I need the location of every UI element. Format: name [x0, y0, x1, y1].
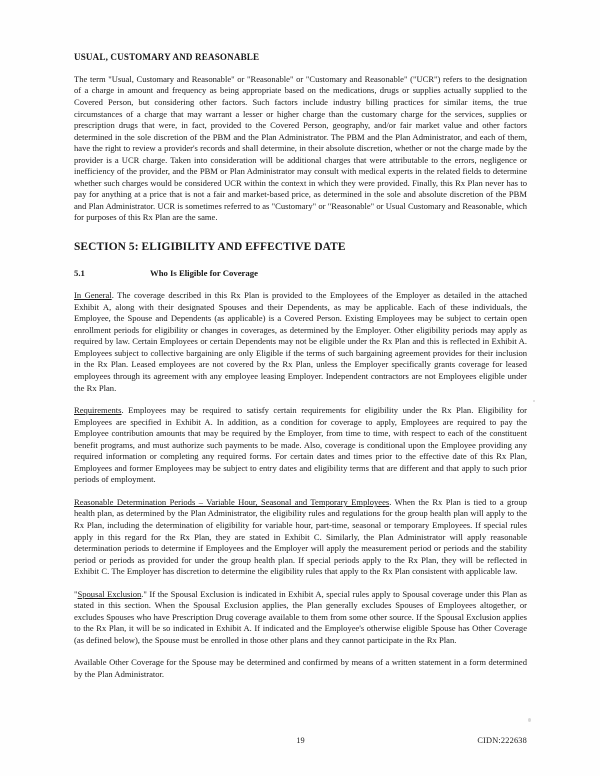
- paragraph-lead-in-general: In General: [74, 290, 112, 301]
- paragraph-lead-determination-periods: Reasonable Determination Periods – Variable Hour, Seasonal and Temporary Employees: [74, 496, 390, 507]
- paragraph-text-determination-periods: . When the Rx Plan is tied to a group health plan, as determined by the Plan Administrator, the eligibility rules and regulations for the group health plan will apply to the Rx Plan, including the determination of eligibility for variable hour, part-time, seasonal or temporary Employees. If special rules apply in this regard for the Rx Plan, they are stated in Exhibit C. Similarly, the Plan Administrator will apply reasonable determination periods to determine if Employees and the Employer will apply the measurement period or periods and the stability period or periods as provided for under the group health plan. If special periods apply to the Rx Plan, they will be reflected in Exhibit C. The Employer has discretion to determine the eligibility rules that apply to the Rx Plan consistent with applicable law.: [74, 496, 527, 577]
- paragraph-requirements: [74, 405, 527, 486]
- ucr-definition-paragraph: The term "Usual, Customary and Reasonable" or "Reasonable" or "Customary and Reasonable" ("UCR") refers to the designation of a charge in amount and frequency as being appropriate based on the medications, drugs or supplies actually supplied to the Covered Person, but considering other factors. Such factors include industry billing practices for similar items, the true circumstances of a charge that may warrant a lesser or higher charge than the customary charge for the services, supplies or prescription drugs that were, in fact, provided to the Covered Person, geography, and/or fair market value and other factors determined in the sole discretion of the PBM and the Plan Administrator. The PBM and the Plan Administrator, and each of them, have the right to review a provider's records and shall determine, in their absolute discretion, whether or not the charge made by the provider is a UCR charge. Taken into consideration will be additional charges that were attributable to the errors, negligence or inefficiency of the provider, and the PBM or Plan Administrator may consult with medical experts in the related fields to determine whether such charges would be considered UCR within the context in which they were provided. Finally, this Rx Plan never has to pay for anything at a price that is not a fair and market-based price, as determined in the sole and absolute discretion of the PBM and Plan Administrator. UCR is sometimes referred to as "Customary" or "Reasonable" or Usual Customary and Reasonable, which for purposes of this Rx Plan are the same.: [74, 73, 527, 223]
- paragraph-spousal-exclusion: [74, 589, 527, 647]
- paragraph-available-other-coverage: Available Other Coverage for the Spouse may be determined and confirmed by means of a written statement in a form determined by the Plan Administrator.: [74, 657, 527, 679]
- paragraph-in-general: [74, 290, 527, 394]
- document-body: [74, 52, 527, 692]
- page-title: USUAL, CUSTOMARY AND REASONABLE: [74, 52, 260, 62]
- subsection-number: 5.1: [74, 267, 85, 278]
- scan-speck: [528, 718, 531, 722]
- paragraph-lead-requirements: Requirements: [74, 405, 122, 416]
- paragraph-text-requirements: . Employees may be required to satisfy certain requirements for eligibility under the Rx Plan. Eligibility for Employees are specified in Exhibit A. In addition, as a condition for coverage to apply, Employees are required to pay the Employee contribution amounts that may be required by the Employer, from time to time, with respect to each of the constituent benefit programs, and must authorize such payments to be made. Also, coverage is conditional upon the Employee providing any required information or completing any required forms. For certain dates and times prior to the effective date of this Rx Plan, Employees and former Employees may be subject to entry dates and eligibility terms that are different and that apply to such prior periods of employment.: [74, 405, 527, 485]
- page-number: 19: [296, 736, 305, 745]
- document-control-number: CIDN:222638: [477, 736, 527, 745]
- scan-speck: [533, 400, 535, 402]
- paragraph-lead-quote-prefix: ": [74, 588, 78, 599]
- subsection-5-1-heading: [74, 268, 527, 278]
- section-5-heading: SECTION 5: ELIGIBILITY AND EFFECTIVE DATE: [74, 241, 346, 254]
- subsection-title: Who Is Eligible for Coverage: [150, 267, 258, 278]
- paragraph-text-spousal-exclusion: ." If the Spousal Exclusion is indicated in Exhibit A, special rules apply to Spousal coverage under this Plan as stated in this section. When the Spousal Exclusion applies, the Plan generally excludes Spouses of Employees altogether, or excludes Spouses who have Prescription Drug coverage available to them from some other source. If the Spousal Exclusion applies to the Rx Plan, it will be so indicated in Exhibit A. If indicated and the Employee's otherwise eligible Spouse has Other Coverage (as defined below), the Spouse must be enrolled in those other plans and they cannot participate in the Rx Plan.: [74, 588, 527, 645]
- paragraph-determination-periods: [74, 497, 527, 578]
- paragraph-text-in-general: . The coverage described in this Rx Plan is provided to the Employees of the Employer as detailed in the attached Exhibit A, along with their designated Spouses and their Dependents, as may be applicable. Each of these individuals, the Employee, the Spouse and Dependents (as applicable) is a Covered Person. Existing Employees may be subject to certain open enrollment periods for eligibility or changes in coverages, as determined by the Employer. Other eligibility periods may apply as required by law. Certain Employees or certain Dependents may not be eligible under the Rx Plan and this is reflected in Exhibit A. Employees subject to collective bargaining are only Eligible if the terms of such bargaining agreement provides for their inclusion in the Rx Plan. Leased employees are not covered by the Rx Plan, unless the Employer specifically grants coverage for leased employees through its agreement with any employee leasing Employer. Independent contractors are not Employees eligible under the Rx Plan.: [74, 290, 528, 393]
- paragraph-lead-spousal-exclusion: Spousal Exclusion: [77, 588, 142, 599]
